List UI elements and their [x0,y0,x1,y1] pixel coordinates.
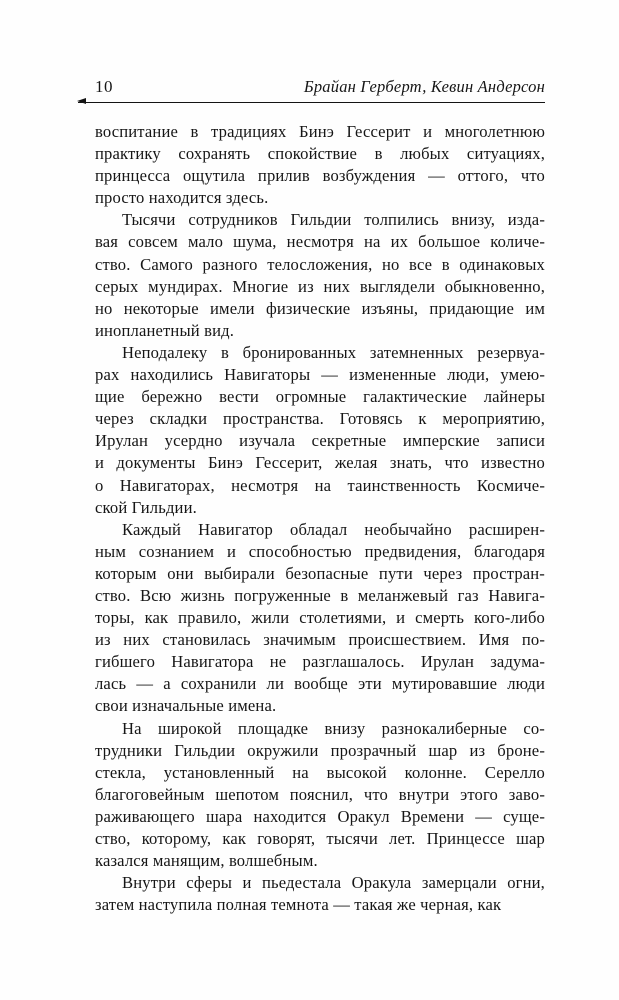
text-line: стекла, установленный на высокой колонне. Серелло [95,762,545,782]
text-line: серых мундирах. Многие из них выглядели обыкновенно, [95,276,545,296]
text-line: о Навигаторах, несмотря на таинственность Космиче- [95,475,545,495]
text-line: щие бережно вести огромные галактические лайнеры [95,387,545,407]
text-line: Каждый Навигатор обладал необычайно расширен- [122,519,545,539]
running-title: Брайан Герберт, Кевин Андерсон [303,77,545,96]
text-line: трудники Гильдии окружили прозрачный шар из броне- [95,740,545,760]
text-line: через складки пространства. Готовясь к мероприятию, [95,409,545,429]
text-line: практику сохранять спокойствие в любых ситуациях, [95,144,545,164]
divider-arrow-icon [77,98,86,104]
text-line: Тысячи сотрудников Гильдии толпились внизу, изда- [122,210,545,230]
text-line: ской Гильдии. [95,497,197,517]
page-header [95,76,545,97]
page-number: 10 [95,77,113,96]
text-line: воспитание в традициях Бинэ Гессерит и многолетнюю [95,122,545,141]
header-divider [78,102,545,103]
text-line: но некоторые имели физические изъяны, придающие им [95,298,545,318]
text-line: Неподалеку в бронированных затемненных резервуа- [122,342,545,362]
text-line: благоговейным шепотом пояснил, что внутри этого заво- [95,784,545,804]
text-line: На широкой площадке внизу разнокалиберные со- [122,718,545,738]
text-line: вая совсем мало шума, несмотря на их большое количе- [95,232,545,252]
text-line: инопланетный вид. [95,320,234,340]
text-line: ство. Самого разного телосложения, но все в одинаковых [95,254,545,274]
text-line: которым они выбирали безопасные пути через простран- [95,563,545,583]
text-line: Внутри сферы и пьедестала Оракула замерцали огни, [122,873,545,893]
text-line: раживающего шара находится Оракул Времени — суще- [95,806,545,826]
text-line: просто находится здесь. [95,188,269,208]
paragraph [95,718,545,873]
text-line: казался манящим, волшебным. [95,851,318,871]
text-line: и документы Бинэ Гессерит, желая знать, что известно [95,453,545,473]
body-text [95,121,545,916]
text-line: ство. Всю жизнь погруженные в меланжевый газ Навига- [95,585,545,605]
paragraph [95,519,545,718]
text-line: затем наступила полная темнота — такая же черная, как [95,895,502,915]
text-line: лась — а сохранили ли вообще эти мутировавшие люди [95,674,545,694]
text-line: ство, которому, как говорят, тысячи лет. Принцессе шар [95,829,545,848]
text-line: рах находились Навигаторы — измененные люди, умею- [95,365,545,385]
text-line: ным сознанием и способностью предвидения, благодаря [95,541,545,561]
text-line: принцесса ощутила прилив возбуждения — оттого, что [95,166,545,186]
paragraph [95,209,545,342]
paragraph [95,872,545,916]
text-line: из них становилась значимым происшествием. Имя по- [95,630,545,650]
text-line: гибшего Навигатора не разглашалось. Ирулан задума- [95,652,545,672]
paragraph [95,121,545,209]
text-line: свои изначальные имена. [95,696,277,716]
paragraph [95,342,545,519]
text-line: Ирулан усердно изучала секретные имперские записи [95,431,545,451]
text-line: торы, как правило, жили столетиями, и смерть кого-либо [95,608,545,628]
